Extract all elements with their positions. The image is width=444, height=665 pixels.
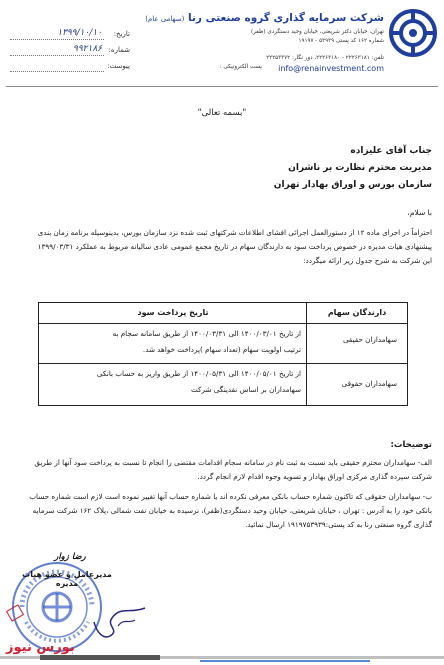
recipient-department: مدیریت محترم نظارت بر ناشران: [288, 163, 432, 173]
table-cell-schedule: از تاریخ ۱۴۰۰/۰۵/۰۱ الی ۱۴۰۰/۰۵/۳۱ از طریق واریز به حساب بانکی: [96, 369, 301, 378]
note-text: الف- سهامداران محترم حقیقی باید نسبت به ثبت نام در سامانه سجام اقدامات مقتضی را انجام تا نسبت به پرداخت سود آنها از طریق: [34, 458, 432, 467]
table-cell-schedule: ترتیب اولویت سهام (تعداد سهام )پرداخت خواهد شد.: [142, 345, 301, 354]
table-header: دارندگان سهام: [327, 308, 387, 317]
handwritten-signature: [90, 600, 150, 640]
number-field: شماره: ۹۹۲۱۸۶: [10, 44, 130, 58]
note-text: ب- سهامداران حقوقی که تاکنون شماره حساب بانکی معرفی نکرده اند یا شماره حساب آنها تغییر نموده است لازم است شماره حساب: [29, 492, 432, 501]
table-header: تاریخ پرداخت سود: [137, 308, 209, 317]
footer-accent: [200, 660, 370, 662]
table-cell-schedule: از تاریخ ۱۴۰۰/۰۳/۰۱ الی ۱۴۰۰/۰۳/۳۱ از طریق سامانه سجام به: [112, 329, 301, 338]
body-text: پیشنهادی هیات مدیره در خصوص پرداخت سود به دارندگان سهام در تاریخ مجمع عمومی عادی سالیانه مربوط به عملکرد ۱۳۹۹/۰۳/۳۱: [37, 242, 432, 251]
company-logo: [388, 8, 438, 58]
email-label: پست الکترونیکی :: [219, 64, 262, 70]
address-line: شماره ۱۶۲ کد پستی ۵۳۹۳۹ - ۱۹۱۹۷: [298, 38, 384, 44]
header-divider: [6, 86, 438, 87]
notes-title: توضیحات:: [390, 440, 432, 450]
table-cell-holder: سهامداران حقیقی: [342, 335, 397, 344]
date-field: تاریخ: ۱۳۹۹/۱۰/۱۰: [10, 28, 130, 42]
note-text: گذاری گروه صنعتی رنا به کد پستی:۱۹۱۹۷۵۳۹۳۹ ارسال نمائید.: [245, 520, 432, 529]
footer-accent: [40, 655, 160, 660]
company-name: شرکت سرمایه گذاری گروه صنعتی رنا (سهامی عام): [145, 12, 384, 24]
basmala: "بسمه تعالی": [197, 108, 247, 118]
note-text: شرکت سپرده گذاری مرکزی اوراق بهادار و تسویه وجوه اقدام لازم انجام گردد.: [197, 472, 432, 481]
signatory-title: مدیرعامل و عضو هیات مدیره: [22, 570, 112, 588]
note-text: بانکی خود را به آدرس : تهران ، خیابان شریعتی، خیابان وحید دستگردی(ظفر)، نرسیده به خیابان نفت شمالی ،پلاک ۱۶۲ شرکت سرمایه: [32, 506, 432, 515]
table-cell-schedule: سهامداران بر اساس نقدینگی شرکت: [191, 385, 301, 394]
dividend-table: [38, 302, 408, 406]
signatory-name: رضا زوار: [54, 552, 86, 562]
watermark-text: بورس نیوز: [6, 640, 75, 655]
recipient-name: جناب آقای علیزاده: [350, 146, 432, 156]
recipient-organization: سازمان بورس و اوراق بهادار تهران: [273, 180, 432, 190]
email-address: info@renainvestment.com: [278, 64, 384, 73]
table-cell-holder: سهامداران حقوقی: [341, 379, 397, 388]
greeting: با سلام،: [407, 208, 432, 217]
phone-line: تلفن: ۲۲۲۶۳۱۸۱ - ۲۲۲۶۳۱۸۰، دور نگار: ۲۲۲۵۳۳۷۲: [266, 55, 384, 61]
address-line: تهران، خیابان دکتر شریعتی، خیابان وحید دستگردی (ظفر): [250, 29, 384, 35]
body-text: این شرکت به شرح جدول زیر ارائه میگردد:: [303, 256, 432, 265]
body-text: احتراماً در اجرای ماده ۱۲ از دستورالعمل اجرائی افشای اطلاعات شرکتهای ثبت شده نزد سازمان بورس، بدینوسیله برنامه زمان بندی: [37, 228, 432, 237]
attachment-field: پیوست:: [10, 60, 130, 74]
